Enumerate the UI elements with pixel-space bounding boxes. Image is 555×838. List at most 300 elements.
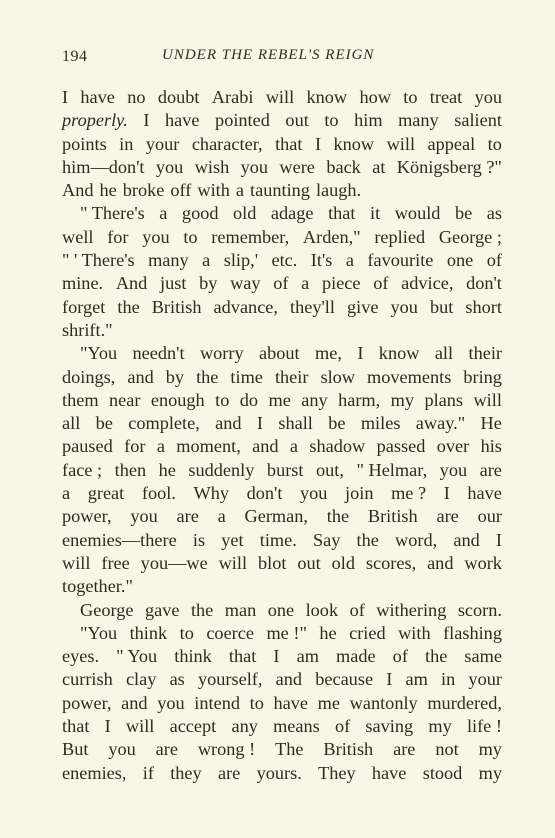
word: be [454, 203, 473, 224]
word: and [215, 413, 242, 434]
word: him [354, 110, 383, 131]
word: then [114, 459, 147, 480]
word: I [357, 343, 364, 364]
word: time [230, 366, 263, 387]
word: currish [62, 669, 113, 690]
word: off [170, 180, 192, 201]
word: and [453, 529, 480, 550]
word: a [301, 273, 310, 294]
word: are [217, 762, 241, 783]
word: forget [62, 296, 106, 317]
word: shadow [309, 436, 366, 457]
word: George [80, 599, 134, 620]
word: all [62, 413, 81, 434]
text-line [62, 482, 502, 505]
word: well [62, 226, 94, 247]
word: face ; [62, 459, 103, 480]
word: they [170, 762, 202, 783]
text-line [62, 86, 502, 109]
word: character, [191, 133, 263, 154]
word: taunting [250, 180, 310, 201]
word: old [233, 203, 257, 224]
word: miles [360, 413, 401, 434]
word: intend [194, 692, 240, 713]
word: wrong ! [197, 739, 256, 760]
text-line [62, 575, 502, 598]
word: stood [422, 762, 463, 783]
word: join [345, 483, 374, 504]
text-line [62, 412, 502, 435]
word: And [62, 180, 94, 201]
word: British [367, 506, 418, 527]
word: will [386, 133, 416, 154]
word: you—we [140, 552, 208, 573]
word: for [124, 436, 146, 457]
word: it [370, 203, 381, 224]
word: accept [169, 716, 217, 737]
word: and [252, 436, 279, 457]
word: give [347, 296, 379, 317]
word: word, [395, 529, 438, 550]
word: shrift." [62, 319, 113, 340]
word: about [259, 343, 300, 364]
word: the [326, 506, 350, 527]
word: you [157, 692, 185, 713]
word: laugh. [315, 180, 362, 201]
word: time. [259, 529, 297, 550]
word: to [179, 622, 194, 643]
word: he [158, 459, 176, 480]
word: blot [257, 552, 287, 573]
word: power, [62, 506, 112, 527]
word: " Helmar, [356, 459, 428, 480]
word: plans [424, 389, 464, 410]
word: know [378, 343, 420, 364]
word: It's [310, 250, 333, 271]
word: but [429, 296, 454, 317]
word: of [349, 599, 365, 620]
word: know [306, 87, 348, 107]
word: by [199, 273, 218, 294]
word: a [156, 436, 165, 457]
word: you [300, 483, 328, 504]
word: how [359, 87, 391, 107]
word: Say [312, 529, 341, 550]
word: to [324, 110, 339, 131]
word: fool. [141, 483, 176, 504]
word: know [333, 133, 375, 154]
word: burst [266, 459, 304, 480]
word: yours. [256, 762, 302, 783]
word: you [142, 226, 170, 247]
word: be [328, 413, 346, 434]
word: Königsberg ?" [396, 156, 502, 177]
word: don't [246, 483, 283, 504]
word: mine. [62, 273, 104, 294]
word: murdered, [427, 692, 502, 713]
word: are [393, 739, 416, 760]
word: to [183, 226, 198, 247]
word: " ' There's [62, 250, 135, 271]
word: enemies—there [62, 529, 177, 550]
word: that [328, 203, 356, 224]
word: that [228, 646, 257, 667]
word: And [115, 273, 148, 294]
text-line [62, 226, 502, 249]
word: I [314, 133, 322, 154]
word: a [62, 483, 71, 504]
word: and [427, 552, 454, 573]
word: will [218, 552, 248, 573]
text-line [62, 692, 502, 715]
word: withering [376, 599, 447, 620]
page-number: 194 [62, 48, 88, 65]
word: harm, [338, 389, 381, 410]
word: just [159, 273, 187, 294]
word: a [159, 203, 168, 224]
word: points [62, 133, 107, 154]
word: wish [194, 156, 230, 177]
word: I [273, 646, 280, 667]
word: me, [315, 343, 342, 364]
word: means [273, 716, 320, 737]
word: I [443, 483, 450, 504]
word: pointed [215, 110, 270, 131]
word: enough [150, 389, 205, 410]
word: piece [321, 273, 361, 294]
word: no [127, 87, 146, 107]
word: to [487, 133, 502, 154]
word: and [275, 669, 303, 690]
word: the [117, 296, 140, 317]
word: George ; [438, 226, 502, 247]
word: out [297, 552, 321, 573]
word: in [441, 669, 456, 690]
word: I [62, 87, 69, 107]
word: any [231, 716, 258, 737]
word: life ! [466, 716, 502, 737]
word: I [104, 716, 111, 737]
word: short [465, 296, 502, 317]
word: Arabi [211, 87, 254, 107]
word: doings, [62, 366, 116, 387]
word: all [434, 343, 454, 364]
word: German, [244, 506, 308, 527]
text-line [62, 622, 502, 645]
word: he [99, 180, 117, 201]
word: advance, [213, 296, 278, 317]
text-line [62, 762, 502, 785]
word: of [373, 273, 389, 294]
word: of [486, 250, 502, 271]
word: their [274, 366, 309, 387]
word: them [62, 389, 99, 410]
word: salient [454, 110, 502, 131]
word: our [477, 506, 502, 527]
word: saving [365, 716, 414, 737]
word: don't [466, 273, 502, 294]
text-line [62, 645, 502, 668]
word: wantonly [349, 692, 418, 713]
word: the [424, 646, 448, 667]
word: But [62, 739, 89, 760]
word: gave [144, 599, 180, 620]
word: to [249, 692, 264, 713]
text-line [62, 599, 502, 622]
word: to [403, 87, 418, 107]
word: my [478, 739, 502, 760]
word: British [323, 739, 374, 760]
word: same [464, 646, 502, 667]
word: the [196, 366, 219, 387]
word: doubt [157, 87, 200, 107]
text-line [62, 715, 502, 738]
text-line [62, 272, 502, 295]
word: away." [415, 413, 466, 434]
word: shall [278, 413, 313, 434]
word: him—don't [62, 156, 145, 177]
word: treat [429, 87, 463, 107]
word: you [474, 87, 502, 107]
word: have [80, 87, 115, 107]
word: are [479, 459, 502, 480]
word: would [394, 203, 441, 224]
word: of [334, 716, 351, 737]
word: favourite [367, 250, 434, 271]
text-line [62, 133, 502, 156]
word: will [473, 389, 502, 410]
word: you [108, 739, 136, 760]
text-line [62, 202, 502, 225]
word: by [165, 366, 185, 387]
word: me [268, 389, 291, 410]
word: properly. [62, 110, 128, 131]
word: moment, [176, 436, 241, 457]
word: enemies, [62, 762, 127, 783]
word: will [62, 552, 91, 573]
word: out [285, 110, 309, 131]
word: have [165, 110, 200, 131]
word: one [267, 599, 295, 620]
word: as [169, 669, 185, 690]
word: will [265, 87, 295, 107]
word: complete, [128, 413, 200, 434]
word: and [121, 692, 148, 713]
word: old [331, 552, 355, 573]
word: a [235, 180, 245, 201]
word: to [215, 389, 230, 410]
word: as [486, 203, 502, 224]
word: yourself, [197, 669, 263, 690]
word: have [371, 762, 407, 783]
word: were [279, 156, 315, 177]
word: good [181, 203, 219, 224]
word: think [174, 646, 212, 667]
word: cried [349, 622, 386, 643]
word: coerce [206, 622, 254, 643]
body-text [62, 86, 502, 785]
text-line [62, 319, 502, 342]
word: slip,' [223, 250, 258, 271]
text-line [62, 156, 502, 179]
word: adage [270, 203, 314, 224]
text-line [62, 529, 502, 552]
word: in [119, 133, 134, 154]
word: of [273, 273, 289, 294]
word: with [197, 180, 230, 201]
word: he [319, 622, 337, 643]
text-line [62, 249, 502, 272]
word: my [390, 389, 415, 410]
word: over [436, 436, 470, 457]
word: made [336, 646, 376, 667]
text-line [62, 342, 502, 365]
word: me ? [391, 483, 427, 504]
word: the [356, 529, 379, 550]
word: needn't [132, 343, 185, 364]
word: of [392, 646, 408, 667]
word: out, [316, 459, 344, 480]
word: will [125, 716, 155, 737]
word: appeal [427, 133, 476, 154]
word: "You [80, 622, 118, 643]
word: together." [62, 576, 133, 597]
word: Why [193, 483, 230, 504]
word: a [345, 250, 354, 271]
word: "You [80, 343, 118, 364]
word: is [192, 529, 206, 550]
word: me [317, 692, 340, 713]
word: are [176, 506, 199, 527]
word: I [256, 413, 263, 434]
word: you [439, 459, 468, 480]
word: I [495, 529, 502, 550]
word: clay [125, 669, 157, 690]
word: way [230, 273, 261, 294]
word: the [190, 599, 214, 620]
page-header [62, 44, 502, 70]
text-line [62, 179, 502, 202]
word: back [326, 156, 361, 177]
word: British [151, 296, 202, 317]
word: that [275, 133, 303, 154]
word: scores, [365, 552, 417, 573]
word: because [315, 669, 374, 690]
word: He [480, 413, 502, 434]
word: you [130, 506, 158, 527]
text-line [62, 389, 502, 412]
word: I [386, 669, 393, 690]
word: suddenly [188, 459, 255, 480]
word: a [289, 436, 299, 457]
word: " There's [80, 203, 145, 224]
word: at [372, 156, 386, 177]
text-line [62, 296, 502, 319]
word: his [480, 436, 502, 457]
word: near [108, 389, 141, 410]
word: are [155, 739, 178, 760]
running-head: UNDER THE REBEL'S REIGN [162, 47, 375, 63]
word: you [155, 156, 184, 177]
word: think [129, 622, 168, 643]
word: are [436, 506, 459, 527]
word: have [467, 483, 502, 504]
word: I [143, 110, 150, 131]
word: replied [374, 226, 426, 247]
word: look [305, 599, 339, 620]
text-line [62, 459, 502, 482]
text-line [62, 505, 502, 528]
word: power, [62, 692, 112, 713]
word: for [107, 226, 129, 247]
word: slow [320, 366, 356, 387]
word: eyes. [62, 646, 100, 667]
text-line [62, 738, 502, 761]
word: broke [122, 180, 165, 201]
word: Arden," [302, 226, 361, 247]
word: my [478, 762, 502, 783]
word: you [240, 156, 269, 177]
word: movements [367, 366, 452, 387]
word: their [468, 343, 502, 364]
word: that [62, 716, 90, 737]
word: yet [221, 529, 244, 550]
word: my [428, 716, 452, 737]
word: a [202, 250, 211, 271]
word: remember, [211, 226, 290, 247]
word: am [405, 669, 428, 690]
word: great [87, 483, 125, 504]
word: do [239, 389, 259, 410]
word: you [390, 296, 418, 317]
word: one [446, 250, 474, 271]
word: scorn. [457, 599, 502, 620]
word: a [217, 506, 226, 527]
word: many [148, 250, 189, 271]
word: am [296, 646, 319, 667]
word: and [127, 366, 154, 387]
word: bring [463, 366, 502, 387]
word: flashing [443, 622, 502, 643]
word: not [435, 739, 459, 760]
word: any [301, 389, 328, 410]
word: advice, [401, 273, 454, 294]
word: work [464, 552, 502, 573]
word: be [95, 413, 113, 434]
word: they'll [290, 296, 335, 317]
word: etc. [271, 250, 298, 271]
word: have [273, 692, 309, 713]
word: with [398, 622, 431, 643]
text-line [62, 435, 502, 458]
word: if [142, 762, 154, 783]
word: many [398, 110, 439, 131]
word: worry [199, 343, 244, 364]
word: The [275, 739, 304, 760]
text-line [62, 366, 502, 389]
word: man [224, 599, 257, 620]
word: your [145, 133, 180, 154]
word: me !" [266, 622, 307, 643]
text-line [62, 668, 502, 691]
word: your [468, 669, 502, 690]
word: free [101, 552, 130, 573]
word: paused [62, 436, 113, 457]
word: They [318, 762, 356, 783]
word: passed [376, 436, 426, 457]
text-line [62, 109, 502, 132]
text-line [62, 552, 502, 575]
